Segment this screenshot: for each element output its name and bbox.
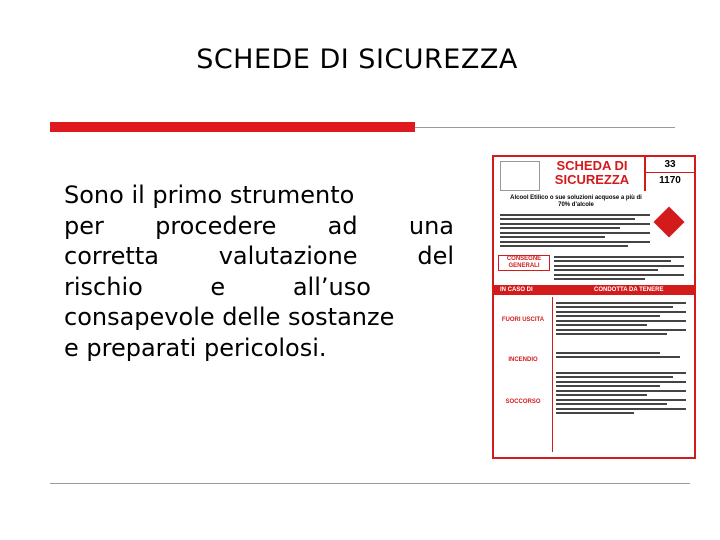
body-line: Sono il primo strumento — [64, 181, 355, 209]
sheet-soccorso-lines — [556, 369, 686, 417]
body-line: e preparati pericolosi. — [64, 333, 327, 362]
sheet-band-left: IN CASO DI — [500, 287, 533, 293]
sheet-label-soccorso: SOCCORSO — [505, 399, 541, 405]
sheet-logo — [500, 161, 540, 191]
bottom-divider-line — [50, 483, 690, 484]
sheet-number-box — [644, 157, 694, 191]
body-line: corretta valutazione del — [64, 242, 454, 270]
sheet-band-right: CONDOTTA DA TENERE — [594, 287, 664, 293]
body-line: per procedere ad una — [64, 211, 454, 240]
sheet-header: SCHEDA DI SICUREZZA — [554, 158, 630, 187]
sheet-number-bottom: 1170 — [659, 175, 681, 186]
body-line: consapevole delle sostanze — [64, 303, 395, 331]
sheet-incendio-lines — [556, 349, 686, 361]
sheet-band — [494, 285, 694, 295]
sheet-subtitle: Alcool Etilico o sue soluzioni acquose a più di 70% d'alcole — [510, 195, 642, 208]
body-line: rischio e all’uso — [64, 272, 371, 301]
sheet-text-lines — [500, 211, 650, 250]
body-text — [64, 180, 454, 363]
flammable-diamond-icon — [653, 206, 684, 237]
title-divider-line — [415, 127, 675, 128]
safety-data-sheet-image — [492, 155, 696, 459]
slide-title: SCHEDE DI SICUREZZA — [196, 44, 518, 75]
title-red-bar — [50, 122, 415, 132]
sheet-consegne-box: CONSEGNE GENERALI — [498, 255, 550, 271]
sheet-label-incendio: INCENDIO — [508, 357, 538, 363]
sheet-label-fuori-uscita: FUORI USCITA — [501, 317, 545, 323]
sheet-fuori-lines — [556, 299, 686, 338]
sheet-vertical-divider — [552, 297, 553, 452]
sheet-consegne-lines — [554, 253, 684, 283]
sheet-number-top: 33 — [646, 157, 694, 173]
